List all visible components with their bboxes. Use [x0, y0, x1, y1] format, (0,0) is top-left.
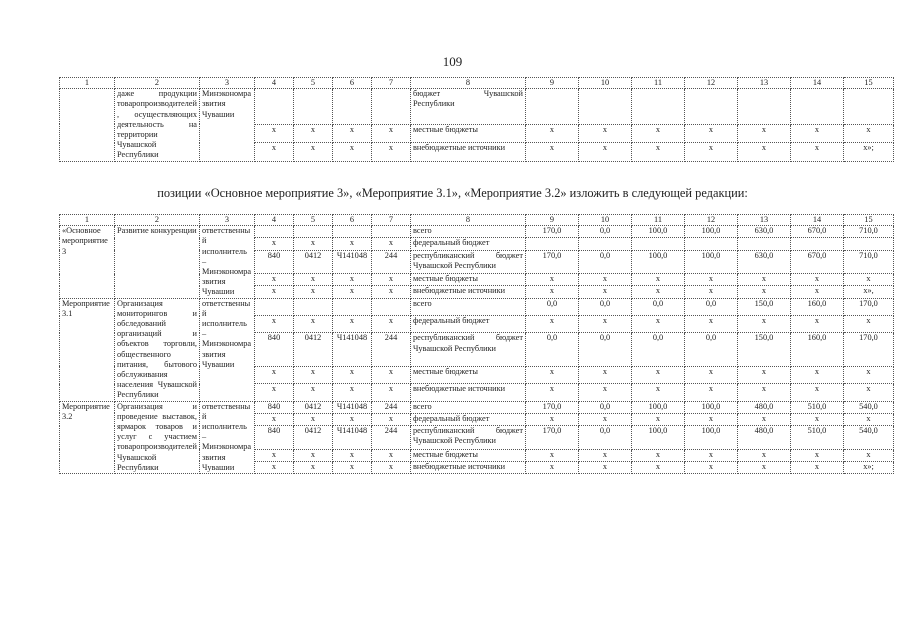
year-value-cell: x — [579, 143, 632, 162]
page-number: 109 — [442, 54, 463, 69]
year-value-cell — [685, 238, 738, 250]
year-value-cell: x — [791, 143, 844, 162]
target-code-cell: Ч141048 — [333, 250, 372, 273]
column-number: 13 — [738, 215, 791, 226]
year-value-cell: x — [685, 274, 738, 286]
year-value-cell: 480,0 — [738, 426, 791, 449]
year-value-cell: x — [844, 124, 894, 143]
year-value-cell — [579, 238, 632, 250]
expense-type-cell: x — [372, 238, 411, 250]
funding-source-cell: местные бюджеты — [411, 124, 526, 143]
gov-code-cell — [255, 226, 294, 238]
year-value-cell: x — [791, 316, 844, 333]
year-value-cell: 100,0 — [632, 426, 685, 449]
section-code-cell: 0412 — [294, 426, 333, 449]
year-value-cell: 670,0 — [791, 226, 844, 238]
expense-type-cell: 244 — [372, 333, 411, 366]
year-value-cell: x — [632, 143, 685, 162]
column-number: 6 — [333, 78, 372, 89]
section-code-cell: 0412 — [294, 401, 333, 413]
budget-table-continuation — [59, 77, 894, 162]
year-value-cell: 630,0 — [738, 226, 791, 238]
year-value-cell: 150,0 — [738, 333, 791, 366]
expense-type-cell: 244 — [372, 426, 411, 449]
funding-source-cell: внебюджетные источники — [411, 286, 526, 298]
funding-source-cell: республиканский бюджет Чувашской Республики — [411, 250, 526, 273]
year-value-cell: x — [632, 286, 685, 298]
year-value-cell: x — [579, 461, 632, 473]
section-code-cell: x — [294, 143, 333, 162]
year-value-cell: 540,0 — [844, 401, 894, 413]
gov-code-cell: x — [255, 238, 294, 250]
year-value-cell: x — [738, 274, 791, 286]
year-value-cell: 480,0 — [738, 401, 791, 413]
year-value-cell: 0,0 — [632, 298, 685, 315]
funding-source-cell: всего — [411, 298, 526, 315]
year-value-cell: 0,0 — [579, 250, 632, 273]
year-value-cell: x — [632, 384, 685, 401]
year-value-cell: 150,0 — [738, 298, 791, 315]
event-name-cell: Развитие конкуренции — [115, 226, 200, 298]
target-code-cell: x — [333, 449, 372, 461]
year-value-cell: 0,0 — [579, 226, 632, 238]
year-value-cell: x — [526, 143, 579, 162]
year-value-cell: x — [738, 366, 791, 383]
year-value-cell: 710,0 — [844, 226, 894, 238]
year-value-cell: x — [632, 449, 685, 461]
program-name-cell — [60, 89, 115, 161]
column-number: 1 — [60, 215, 115, 226]
year-value-cell: 100,0 — [685, 401, 738, 413]
year-value-cell — [844, 238, 894, 250]
gov-code-cell: x — [255, 274, 294, 286]
gov-code-cell: x — [255, 413, 294, 425]
target-code-cell — [333, 226, 372, 238]
funding-source-cell: внебюджетные источники — [411, 461, 526, 473]
year-value-cell: x — [738, 461, 791, 473]
year-value-cell: 0,0 — [632, 333, 685, 366]
target-code-cell: x — [333, 461, 372, 473]
column-number-row — [60, 215, 894, 226]
year-value-cell: x — [685, 366, 738, 383]
column-number: 10 — [579, 215, 632, 226]
year-value-cell: x — [579, 384, 632, 401]
year-value-cell: x — [579, 413, 632, 425]
year-value-cell — [791, 89, 844, 124]
year-value-cell: 100,0 — [632, 250, 685, 273]
year-value-cell: 510,0 — [791, 426, 844, 449]
column-number: 4 — [255, 215, 294, 226]
column-number: 5 — [294, 215, 333, 226]
year-value-cell: 0,0 — [579, 298, 632, 315]
column-number: 11 — [632, 215, 685, 226]
year-value-cell: x»; — [844, 461, 894, 473]
target-code-cell — [333, 298, 372, 315]
expense-type-cell: 244 — [372, 250, 411, 273]
funding-source-cell: местные бюджеты — [411, 274, 526, 286]
column-number: 11 — [632, 78, 685, 89]
year-value-cell: x — [738, 384, 791, 401]
gov-code-cell: x — [255, 316, 294, 333]
funding-source-cell: федеральный бюджет — [411, 413, 526, 425]
year-value-cell: x — [844, 384, 894, 401]
gov-code-cell: 840 — [255, 333, 294, 366]
expense-type-cell: x — [372, 366, 411, 383]
expense-type-cell: x — [372, 449, 411, 461]
column-number: 12 — [685, 215, 738, 226]
funding-source-cell: федеральный бюджет — [411, 238, 526, 250]
year-value-cell: 0,0 — [685, 298, 738, 315]
target-code-cell: x — [333, 286, 372, 298]
section-code-cell: x — [294, 124, 333, 143]
event-name-cell: даже продукции товаропроизводителей, осуществляющих деятельность на территории Чувашской Республики — [115, 89, 200, 161]
year-value-cell: x — [632, 413, 685, 425]
expense-type-cell — [372, 226, 411, 238]
funding-source-cell: федеральный бюджет — [411, 316, 526, 333]
year-value-cell: 170,0 — [844, 333, 894, 366]
column-number: 10 — [579, 78, 632, 89]
column-number: 6 — [333, 215, 372, 226]
executor-cell: ответственный исполнитель – Минэкономразвития Чувашии — [200, 298, 255, 401]
section-code-cell — [294, 298, 333, 315]
event-name-cell: Организация и проведение выставок, ярмарок товаров и услуг с участием товаропроизводителей Чувашской Республики — [115, 401, 200, 473]
year-value-cell: 510,0 — [791, 401, 844, 413]
year-value-cell: x — [526, 316, 579, 333]
year-value-cell — [685, 89, 738, 124]
column-number: 15 — [844, 215, 894, 226]
year-value-cell: x — [685, 316, 738, 333]
year-value-cell: 170,0 — [526, 401, 579, 413]
year-value-cell: 100,0 — [685, 426, 738, 449]
executor-cell: ответственный исполнитель – Минэкономразвития Чувашии — [200, 226, 255, 298]
year-value-cell: x — [685, 384, 738, 401]
target-code-cell: x — [333, 143, 372, 162]
year-value-cell: x — [526, 366, 579, 383]
year-value-cell — [738, 89, 791, 124]
expense-type-cell — [372, 298, 411, 315]
year-value-cell: x — [579, 449, 632, 461]
year-value-cell: x — [791, 413, 844, 425]
gov-code-cell: x — [255, 286, 294, 298]
expense-type-cell: 244 — [372, 401, 411, 413]
column-number: 8 — [411, 78, 526, 89]
funding-source-cell: всего — [411, 226, 526, 238]
expense-type-cell: x — [372, 286, 411, 298]
year-value-cell: 170,0 — [526, 426, 579, 449]
column-number: 14 — [791, 78, 844, 89]
table-row — [60, 298, 894, 315]
gov-code-cell: x — [255, 366, 294, 383]
year-value-cell: 100,0 — [685, 226, 738, 238]
column-number: 9 — [526, 78, 579, 89]
section-code-cell — [294, 89, 333, 124]
budget-table-main — [59, 214, 894, 474]
year-value-cell: x — [632, 366, 685, 383]
year-value-cell: x — [632, 124, 685, 143]
gov-code-cell: x — [255, 124, 294, 143]
year-value-cell — [526, 238, 579, 250]
year-value-cell: x — [791, 274, 844, 286]
year-value-cell: x — [791, 449, 844, 461]
year-value-cell: x — [526, 384, 579, 401]
year-value-cell — [579, 89, 632, 124]
year-value-cell: x — [685, 413, 738, 425]
year-value-cell: 160,0 — [791, 333, 844, 366]
column-number: 3 — [200, 78, 255, 89]
year-value-cell: x — [791, 286, 844, 298]
expense-type-cell — [372, 89, 411, 124]
table-row — [60, 401, 894, 413]
expense-type-cell: x — [372, 461, 411, 473]
year-value-cell: x — [844, 413, 894, 425]
funding-source-cell: республиканский бюджет Чувашской Республики — [411, 426, 526, 449]
year-value-cell — [632, 238, 685, 250]
column-number: 12 — [685, 78, 738, 89]
section-code-cell: x — [294, 461, 333, 473]
section-code-cell: x — [294, 413, 333, 425]
year-value-cell: x — [738, 143, 791, 162]
funding-source-cell: республиканский бюджет Чувашской Республики — [411, 333, 526, 366]
year-value-cell: x — [526, 449, 579, 461]
year-value-cell: x — [685, 124, 738, 143]
year-value-cell: x — [685, 449, 738, 461]
column-number: 13 — [738, 78, 791, 89]
year-value-cell: 160,0 — [791, 298, 844, 315]
column-number: 15 — [844, 78, 894, 89]
year-value-cell: x — [579, 286, 632, 298]
gov-code-cell — [255, 89, 294, 124]
column-number: 4 — [255, 78, 294, 89]
target-code-cell: x — [333, 413, 372, 425]
funding-source-cell: внебюджетные источники — [411, 384, 526, 401]
expense-type-cell: x — [372, 413, 411, 425]
section-caption: позиции «Основное мероприятие 3», «Мероприятие 3.1», «Мероприятие 3.2» изложить в следующей редакции: — [157, 186, 748, 200]
year-value-cell: 0,0 — [526, 298, 579, 315]
year-value-cell: x — [526, 124, 579, 143]
year-value-cell: x — [685, 286, 738, 298]
year-value-cell: x — [685, 143, 738, 162]
year-value-cell — [632, 89, 685, 124]
year-value-cell — [738, 238, 791, 250]
year-value-cell: x — [844, 316, 894, 333]
year-value-cell: x»; — [844, 143, 894, 162]
year-value-cell: x — [791, 366, 844, 383]
target-code-cell: x — [333, 366, 372, 383]
funding-source-cell: внебюджетные источники — [411, 143, 526, 162]
section-code-cell: x — [294, 449, 333, 461]
year-value-cell: x — [791, 461, 844, 473]
gov-code-cell: 840 — [255, 401, 294, 413]
program-name-cell: Мероприятие 3.2 — [60, 401, 115, 473]
target-code-cell — [333, 89, 372, 124]
year-value-cell: x — [579, 124, 632, 143]
funding-source-cell: бюджет Чувашской Республики — [411, 89, 526, 124]
column-number: 3 — [200, 215, 255, 226]
executor-cell: Минэкономразвития Чувашии — [200, 89, 255, 161]
gov-code-cell: x — [255, 461, 294, 473]
year-value-cell: x — [685, 461, 738, 473]
event-name-cell: Организация мониторингов и обследований организаций и объектов торговли, общественного питания, бытового обслуживания населения Чувашской Республики — [115, 298, 200, 401]
target-code-cell: x — [333, 124, 372, 143]
year-value-cell: 0,0 — [526, 333, 579, 366]
year-value-cell: x — [526, 461, 579, 473]
year-value-cell: x — [738, 286, 791, 298]
gov-code-cell — [255, 298, 294, 315]
section-code-cell: x — [294, 384, 333, 401]
column-number-row — [60, 78, 894, 89]
section-code-cell: x — [294, 316, 333, 333]
funding-source-cell: местные бюджеты — [411, 366, 526, 383]
year-value-cell: x — [791, 384, 844, 401]
column-number: 5 — [294, 78, 333, 89]
year-value-cell: 100,0 — [632, 401, 685, 413]
gov-code-cell: 840 — [255, 250, 294, 273]
year-value-cell: x — [844, 366, 894, 383]
year-value-cell: 0,0 — [685, 333, 738, 366]
gov-code-cell: 840 — [255, 426, 294, 449]
expense-type-cell: x — [372, 316, 411, 333]
year-value-cell: x — [791, 124, 844, 143]
year-value-cell: x — [632, 274, 685, 286]
year-value-cell: x — [579, 274, 632, 286]
year-value-cell: x — [738, 413, 791, 425]
section-code-cell: x — [294, 366, 333, 383]
section-code-cell: x — [294, 286, 333, 298]
year-value-cell: 630,0 — [738, 250, 791, 273]
year-value-cell: 710,0 — [844, 250, 894, 273]
expense-type-cell: x — [372, 143, 411, 162]
year-value-cell — [844, 89, 894, 124]
year-value-cell: x — [632, 461, 685, 473]
year-value-cell: x — [579, 366, 632, 383]
target-code-cell: Ч141048 — [333, 401, 372, 413]
year-value-cell: x — [526, 286, 579, 298]
year-value-cell: 170,0 — [526, 226, 579, 238]
year-value-cell: x — [526, 274, 579, 286]
target-code-cell: Ч141048 — [333, 333, 372, 366]
executor-cell: ответственный исполнитель – Минэкономразвития Чувашии — [200, 401, 255, 473]
year-value-cell: 170,0 — [844, 298, 894, 315]
column-number: 2 — [115, 215, 200, 226]
year-value-cell: x — [844, 449, 894, 461]
year-value-cell: 670,0 — [791, 250, 844, 273]
expense-type-cell: x — [372, 384, 411, 401]
column-number: 1 — [60, 78, 115, 89]
year-value-cell — [791, 238, 844, 250]
column-number: 8 — [411, 215, 526, 226]
section-code-cell: x — [294, 274, 333, 286]
expense-type-cell: x — [372, 124, 411, 143]
year-value-cell: x», — [844, 286, 894, 298]
column-number: 14 — [791, 215, 844, 226]
gov-code-cell: x — [255, 449, 294, 461]
year-value-cell: x — [632, 316, 685, 333]
section-code-cell: 0412 — [294, 333, 333, 366]
funding-source-cell: всего — [411, 401, 526, 413]
year-value-cell: 0,0 — [579, 426, 632, 449]
gov-code-cell: x — [255, 384, 294, 401]
target-code-cell: x — [333, 316, 372, 333]
year-value-cell: x — [738, 316, 791, 333]
funding-source-cell: местные бюджеты — [411, 449, 526, 461]
year-value-cell: x — [579, 316, 632, 333]
year-value-cell: 170,0 — [526, 250, 579, 273]
column-number: 7 — [372, 215, 411, 226]
year-value-cell: 540,0 — [844, 426, 894, 449]
table-row — [60, 226, 894, 238]
target-code-cell: x — [333, 238, 372, 250]
target-code-cell: x — [333, 274, 372, 286]
year-value-cell: x — [526, 413, 579, 425]
column-number: 7 — [372, 78, 411, 89]
target-code-cell: Ч141048 — [333, 426, 372, 449]
year-value-cell: 0,0 — [579, 401, 632, 413]
column-number: 2 — [115, 78, 200, 89]
expense-type-cell: x — [372, 274, 411, 286]
year-value-cell: 100,0 — [685, 250, 738, 273]
year-value-cell: x — [844, 274, 894, 286]
column-number: 9 — [526, 215, 579, 226]
section-code-cell: x — [294, 238, 333, 250]
section-code-cell: 0412 — [294, 250, 333, 273]
gov-code-cell: x — [255, 143, 294, 162]
year-value-cell: x — [738, 449, 791, 461]
year-value-cell: 0,0 — [579, 333, 632, 366]
program-name-cell: «Основное мероприятие 3 — [60, 226, 115, 298]
year-value-cell: 100,0 — [632, 226, 685, 238]
year-value-cell: x — [738, 124, 791, 143]
year-value-cell — [526, 89, 579, 124]
section-code-cell — [294, 226, 333, 238]
program-name-cell: Мероприятие 3.1 — [60, 298, 115, 401]
table-row — [60, 89, 894, 124]
target-code-cell: x — [333, 384, 372, 401]
